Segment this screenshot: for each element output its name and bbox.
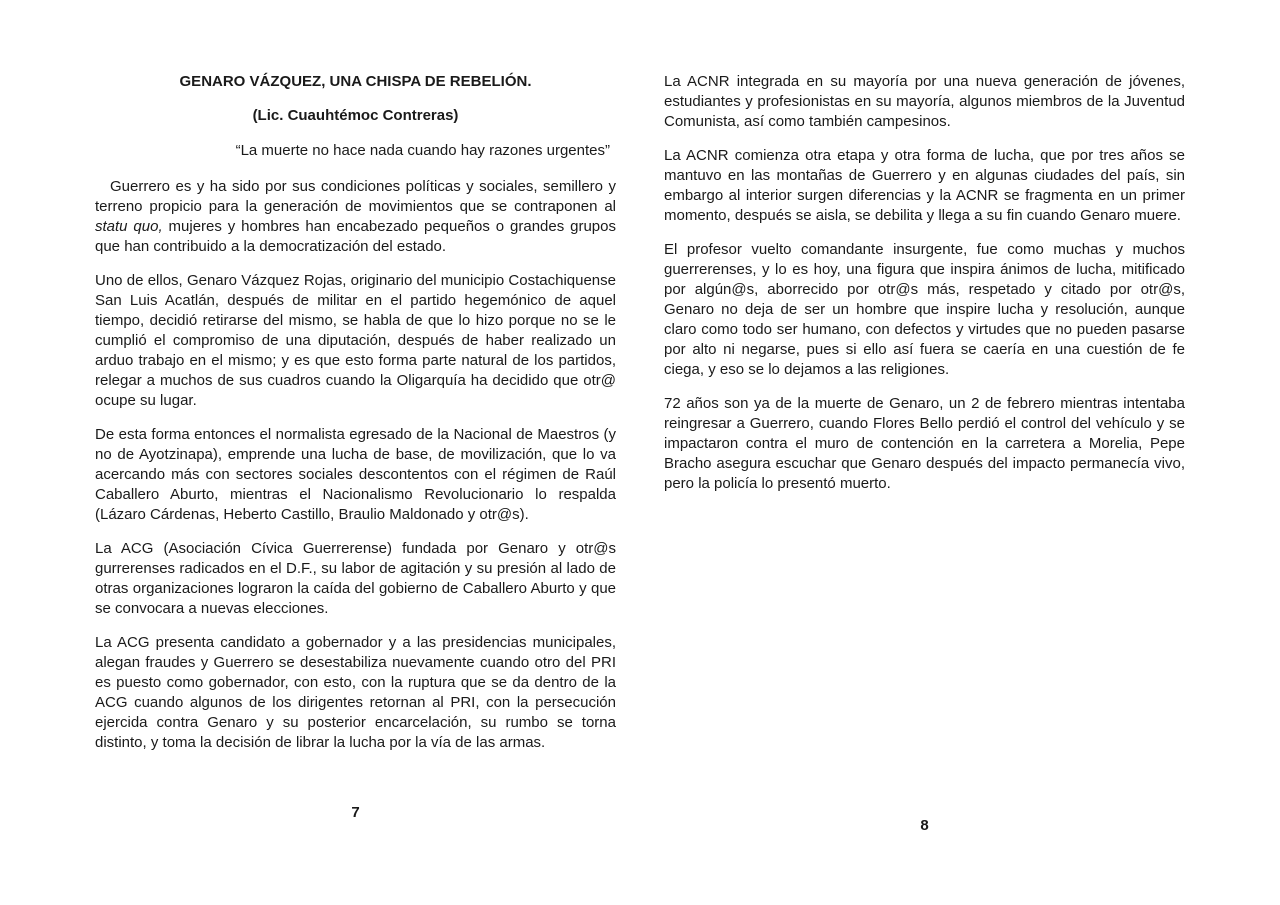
paragraph: La ACNR integrada en su mayoría por una nueva generación de jóvenes, estudiantes y profesionistas en su mayoría, algunos miembros de la Juventud Comunista, así como también campesinos.: [664, 73, 1185, 130]
paragraph: El profesor vuelto comandante insurgente, fue como muchas y muchos guerrerenses, y lo es hoy, una figura que inspira ánimos de lucha, mitificado por algún@s, aborrecido por otr@s más, respetado y citado por otr@s, Genaro no deja de ser un hombre que inspire lucha y resolución, aunque claro como todo ser humano, con defectos y virtudes que no pueden pasarse por alto ni negarse, pues si ello así fuera se caería en una cuestión de fe ciega, y eso se lo dejamos a las religiones.: [664, 241, 1185, 378]
paragraph-opening: [95, 177, 616, 257]
page-number-left: 7: [351, 804, 360, 821]
paragraph: De esta forma entonces el normalista egresado de la Nacional de Maestros (y no de Ayotzinapa), emprende una lucha de base, de movilización, que lo va acercando más con sectores sociales descontentos con el régimen de Raúl Caballero Aburto, mientras el Nacionalismo Revolucionario lo respalda (Lázaro Cárdenas, Heberto Castillo, Braulio Maldonado y otr@s).: [95, 426, 616, 523]
paragraph: La ACG presenta candidato a gobernador y a las presidencias municipales, alegan fraudes y Guerrero se desestabiliza nuevamente cuando otro del PRI es puesto como gobernador, con esto, con la ruptura que se da dentro de la ACG cuando algunos de los dirigentes retornan al PRI, con la persecución ejercida contra Genaro y su posterior encarcelación, su rumbo se torna distinto, y toma la decisión de librar la lucha por la vía de las armas.: [95, 634, 616, 751]
paragraph: La ACNR comienza otra etapa y otra forma de lucha, que por tres años se mantuvo en las montañas de Guerrero y en algunas ciudades del país, sin embargo al interior surgen diferencias y la ACNR se fragmenta en un primer momento, después se aisla, se debilita y llega a su fin cuando Genaro muere.: [664, 147, 1185, 224]
paragraph: 72 años son ya de la muerte de Genaro, un 2 de febrero mientras intentaba reingresar a Guerrero, cuando Flores Bello perdió el control del vehículo y se impactaron contra el muro de contención en la carretera a Morelia, Pepe Bracho asegura escuchar que Genaro después del impacto permanecía vivo, pero la policía lo presentó muerto.: [664, 395, 1185, 492]
page-7-column: [95, 72, 616, 767]
paragraph: La ACG (Asociación Cívica Guerrerense) fundada por Genaro y otr@s gurrerenses radicados en el D.F., su labor de agitación y su presión al lado de otras organizaciones lograron la caída del gobierno de Caballero Aburto y que se convocara a nuevas elecciones.: [95, 540, 616, 617]
epigraph-quote: “La muerte no hace nada cuando hay razones urgentes”: [235, 142, 610, 159]
page-number-right: 8: [920, 817, 929, 834]
paragraph-text: Guerrero es y ha sido por sus condiciones políticas y sociales, semillero y terreno propicio para la generación de movimientos que se contraponen al: [95, 178, 616, 215]
paragraph: Uno de ellos, Genaro Vázquez Rojas, originario del municipio Costachiquense San Luis Acatlán, después de militar en el partido hegemónico de aquel tiempo, decidió retirarse del mismo, se habla de que lo hizo porque no se le cumplió el compromiso de una diputación, después de haber realizado un arduo trabajo en el mismo; y es que esto forma parte natural de los partidos, relegar a muchos de sus cuadros cuando la Oligarquía ha decidido que otr@ ocupe su lugar.: [95, 272, 616, 409]
paragraph-text: mujeres y hombres han encabezado pequeños o grandes grupos que han contribuido a la democratización del estado.: [95, 218, 616, 255]
page-8-column: [664, 72, 1185, 508]
italic-phrase: statu quo,: [95, 218, 163, 235]
document-title: GENARO VÁZQUEZ, UNA CHISPA DE REBELIÓN.: [179, 73, 532, 90]
author-byline: (Lic. Cuauhtémoc Contreras): [252, 107, 459, 124]
